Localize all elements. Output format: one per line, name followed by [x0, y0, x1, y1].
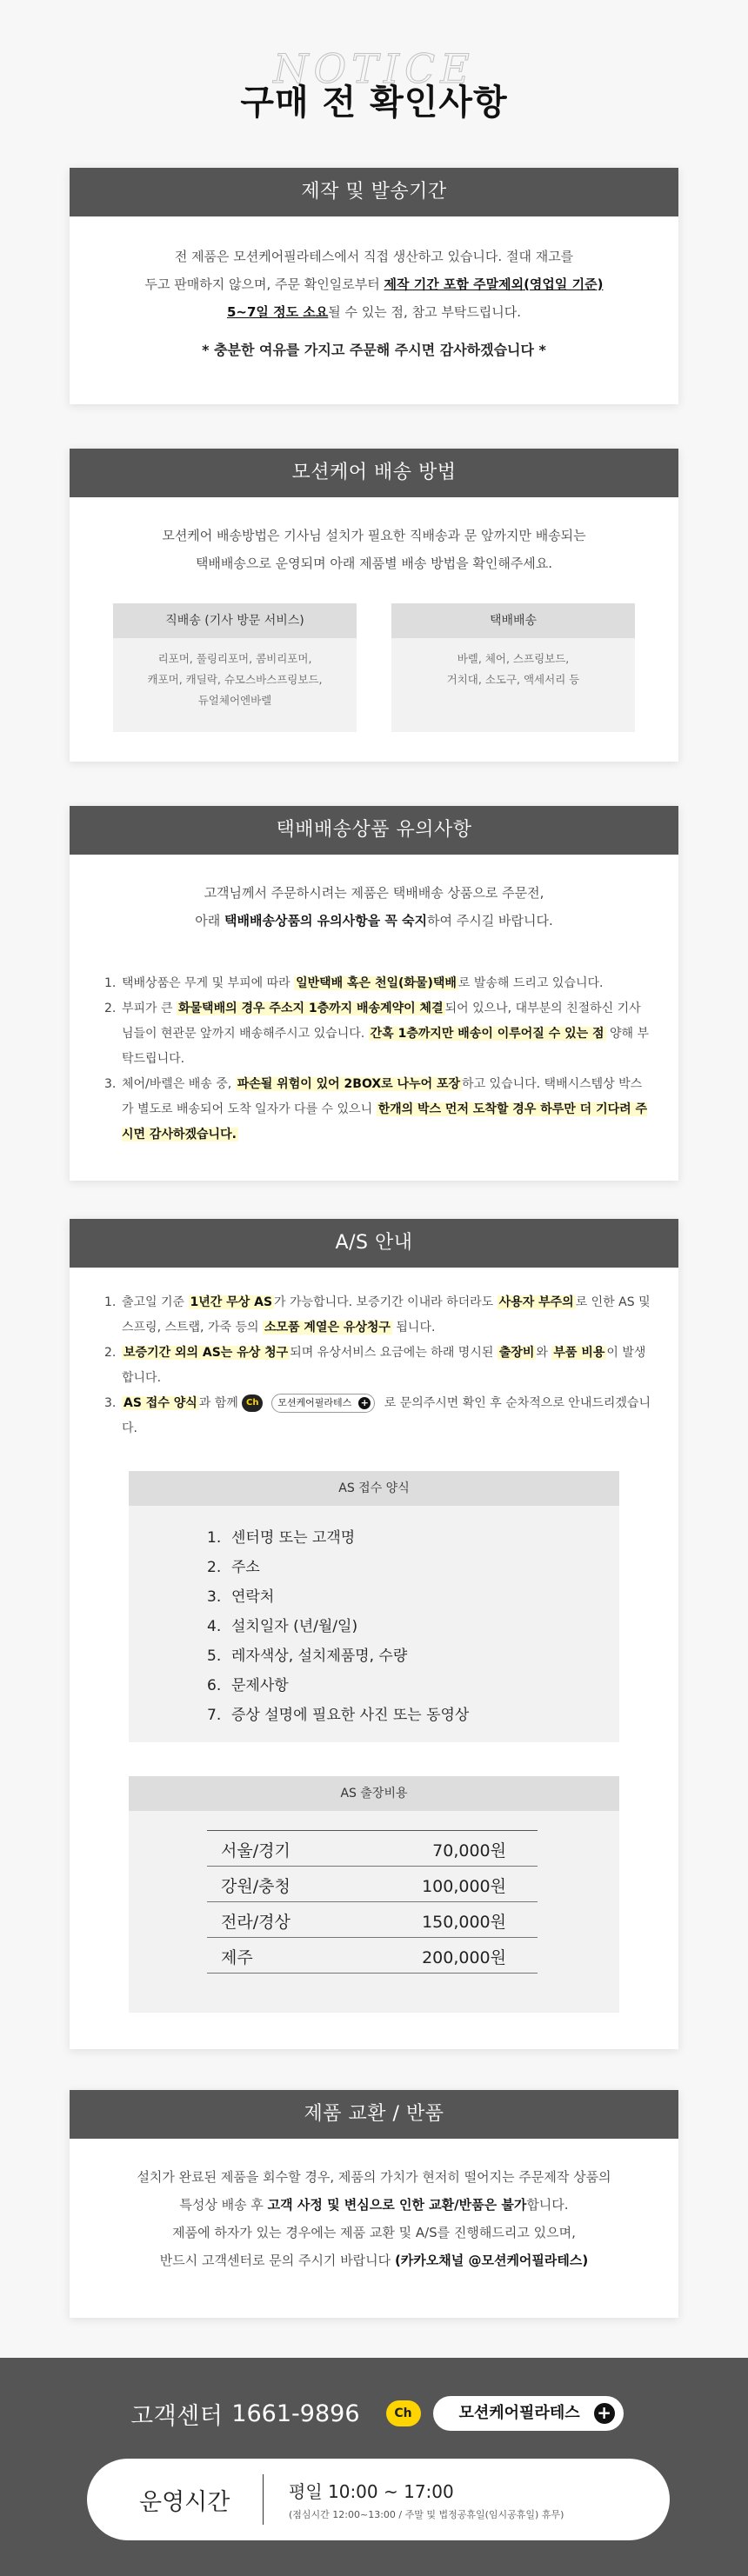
list-highlight: 화물택배의 경우 주소지 1층까지 배송계약이 체결	[178, 1002, 444, 1015]
exchange-line4-text: 반드시 고객센터로 문의 주시기 바랍니다	[159, 2253, 395, 2268]
list-text: 로 발송해 드리고 있습니다.	[457, 976, 604, 990]
kakao-channel-label: 모션케어필라테스	[458, 2404, 580, 2422]
parcel-products-line1: 바렐, 체어, 스프링보드,	[457, 652, 570, 665]
list-number: 4.	[207, 1618, 222, 1635]
operating-hours-time: 평일 10:00 ~ 17:00	[289, 2481, 454, 2502]
list-number: 5.	[207, 1647, 222, 1665]
list-highlight: 일반택배 혹은 천일(화물)택배	[296, 976, 457, 990]
shipping-method-grid	[113, 603, 635, 732]
list-highlight: 간혹 1층까지만 배송이 이루어질 수 있는 점	[370, 1027, 604, 1041]
exchange-line4	[70, 2247, 678, 2274]
kakao-channel-icon: Ch	[386, 2400, 421, 2426]
operating-hours-box	[87, 2459, 670, 2540]
direct-delivery-head: 직배송 (기사 방문 서비스)	[113, 603, 357, 638]
list-text: 이 발생합니다.	[122, 1346, 646, 1385]
list-number: 1.	[104, 976, 117, 990]
production-section	[70, 168, 678, 404]
list-highlight: 1년간 무상 AS	[190, 1295, 273, 1309]
parcel-products-line2: 거치대, 소도구, 액세서리 등	[446, 673, 580, 686]
shipping-title: 모션케어 배송 방법	[70, 449, 678, 497]
list-item	[207, 1671, 469, 1701]
list-highlight: 부품 비용	[553, 1346, 605, 1360]
table-row	[207, 1867, 538, 1902]
customer-center-line	[130, 2396, 624, 2431]
list-text: 되어 있으나, 대부분의 친절하신 기사님들이 현관문 앞까지 배송해주시고 있습니다.	[122, 1002, 641, 1041]
parcel-notice-list	[104, 971, 652, 1148]
shipping-section	[70, 449, 678, 762]
as-form-list	[207, 1523, 469, 1730]
list-number: 1.	[207, 1529, 222, 1547]
parcel-intro-line1: 고객님께서 주문하시려는 제품은 택배배송 상품으로 주문전,	[204, 885, 544, 901]
page-title: 구매 전 확인사항	[240, 83, 508, 123]
exchange-line1: 설치가 완료된 제품을 회수할 경우, 제품의 가치가 현저히 떨어지는 주문제작 상품의	[137, 2169, 611, 2185]
list-text: 로 인한 AS 및 스프링, 스트랩, 가죽 등의	[122, 1295, 651, 1335]
list-text: 됩니다.	[391, 1321, 436, 1335]
production-line3	[70, 298, 678, 326]
list-text: 주소	[231, 1559, 260, 1576]
production-days-emphasis: 5~7일 정도 소요	[226, 304, 329, 320]
list-item	[207, 1553, 469, 1582]
parcel-intro-line2	[70, 907, 678, 935]
cost-region: 제주	[221, 1948, 253, 1967]
exchange-line3: 제품에 하자가 있는 경우에는 제품 교환 및 A/S를 진행해드리고 있으며,	[172, 2225, 576, 2240]
shipping-body	[70, 497, 678, 577]
as-title: A/S 안내	[70, 1219, 678, 1268]
direct-products-line2: 캐포머, 캐딜락, 슈모스바스프링보드,	[147, 673, 323, 686]
cost-price: 70,000원	[432, 1841, 506, 1860]
direct-delivery-products	[113, 638, 357, 711]
direct-delivery-box	[113, 603, 357, 732]
notice-script-text: NOTICE	[273, 45, 475, 92]
list-text: 레자색상, 설치제품명, 수량	[231, 1647, 408, 1665]
list-item	[207, 1582, 469, 1612]
cost-region: 전라/경상	[221, 1913, 291, 1932]
operating-hours-label: 운영시간	[139, 2489, 230, 2516]
list-text: 증상 설명에 필요한 사진 또는 동영상	[231, 1707, 470, 1724]
kakao-channel-button[interactable]	[271, 1394, 375, 1413]
cost-price: 200,000원	[422, 1948, 506, 1967]
exchange-body	[70, 2139, 678, 2274]
kakao-channel-label: 모션케어필라테스	[277, 1397, 352, 1408]
list-highlight: 파손될 위험이 있어 2BOX로 나누어 포장	[237, 1077, 461, 1091]
list-text: 센터명 또는 고객명	[231, 1529, 356, 1547]
list-highlight: 사용자 부주의	[498, 1295, 574, 1309]
table-row	[207, 1938, 538, 1974]
as-cost-box	[129, 1776, 619, 2013]
list-number: 2.	[104, 1002, 117, 1015]
list-item	[207, 1641, 469, 1671]
list-text: 되며 유상서비스 요금에는 하래 명시된	[290, 1346, 498, 1360]
list-number: 6.	[207, 1677, 222, 1694]
list-number: 3.	[207, 1588, 222, 1606]
list-number: 3.	[104, 1396, 117, 1410]
kakao-channel-button[interactable]	[433, 2396, 624, 2431]
list-item	[207, 1701, 469, 1730]
list-highlight: AS 접수 양식	[124, 1396, 197, 1410]
parcel-intro-text-c: 하여 주시길 바랍니다.	[427, 913, 553, 929]
parcel-delivery-head: 택배배송	[391, 603, 635, 638]
plus-icon: +	[358, 1397, 371, 1409]
production-line2-text: 두고 판매하지 않으며, 주문 확인일로부터	[144, 276, 384, 292]
divider	[263, 2474, 264, 2525]
production-line1: 전 제품은 모션케어필라테스에서 직접 생산하고 있습니다. 절대 재고를	[174, 249, 574, 264]
list-item	[104, 1341, 652, 1391]
list-item	[104, 996, 652, 1072]
list-number: 2.	[104, 1346, 117, 1360]
production-title: 제작 및 발송기간	[70, 168, 678, 216]
list-text: 체어/바렐은 배송 중,	[122, 1077, 236, 1091]
list-text: 설치일자 (년/월/일)	[231, 1618, 358, 1635]
list-text: 택배상품은 무게 및 부피에 따라	[122, 976, 295, 990]
cost-region: 강원/충청	[221, 1877, 291, 1896]
parcel-delivery-box	[391, 603, 635, 732]
shipping-line1: 모션케어 배송방법은 기사님 설치가 필요한 직배송과 문 앞까지만 배송되는	[162, 528, 586, 543]
list-highlight: 한개의 박스 먼저 도착할 경우 하루만 더 기다려 주시면 감사하겠습니다.	[122, 1102, 648, 1142]
list-text: 부피가 큰	[122, 1002, 177, 1015]
exchange-section	[70, 2090, 678, 2318]
list-text: 출고일 기준	[122, 1295, 189, 1309]
as-form-box	[129, 1471, 619, 1742]
as-form-head: AS 접수 양식	[129, 1471, 619, 1506]
list-text: 로 문의주시면 확인 후 순차적으로 안내드리겠습니다.	[122, 1396, 651, 1435]
exchange-line2-text-a: 특성상 배송 후	[179, 2197, 268, 2213]
parcel-notice-section	[70, 806, 678, 1181]
as-section	[70, 1219, 678, 2049]
production-note: * 충분한 여유를 가지고 주문해 주시면 감사하겠습니다 *	[202, 342, 546, 358]
customer-center-footer	[0, 2358, 748, 2576]
kakao-channel-icon: Ch	[242, 1395, 263, 1412]
list-item	[207, 1612, 469, 1641]
as-list	[104, 1290, 652, 1441]
parcel-notice-title: 택배배송상품 유의사항	[70, 806, 678, 855]
parcel-notice-intro	[70, 855, 678, 935]
plus-icon: +	[594, 2403, 615, 2424]
list-text: 양해 부탁드립니다.	[122, 1027, 650, 1066]
as-cost-head: AS 출장비용	[129, 1776, 619, 1811]
list-highlight: 출장비	[498, 1346, 535, 1360]
list-item	[104, 971, 652, 996]
hero-header	[0, 0, 748, 148]
direct-products-line1: 리포머, 풀링리포머, 콤비리포머,	[157, 652, 312, 665]
parcel-intro-emphasis: 택배배송상품의 유의사항을 꼭 숙지	[224, 913, 428, 929]
direct-products-line3: 듀얼체어엔바렐	[197, 694, 272, 707]
operating-hours-note: (점심시간 12:00~13:00 / 주말 및 법정공휴일(임시공휴일) 휴무)	[289, 2509, 564, 2520]
list-item	[104, 1391, 652, 1441]
list-text: 가 가능합니다. 보증기간 이내라 하더라도	[274, 1295, 498, 1309]
as-cost-table	[207, 1830, 538, 1974]
list-number: 3.	[104, 1077, 117, 1091]
list-number: 2.	[207, 1559, 222, 1576]
production-body	[70, 216, 678, 364]
exchange-line2	[70, 2191, 678, 2219]
cost-price: 100,000원	[422, 1877, 506, 1896]
production-line3-text: 될 수 있는 점, 참고 부탁드립니다.	[328, 304, 522, 320]
production-period-emphasis: 제작 기간 포함 주말제외(영업일 기준)	[384, 276, 604, 292]
customer-center-phone[interactable]: 1661-9896	[231, 2400, 360, 2427]
list-item	[104, 1290, 652, 1341]
list-item	[207, 1523, 469, 1553]
list-item	[104, 1072, 652, 1148]
list-text: 하고 있습니다. 택배시스템상 박스가 별도로 배송되어 도착 일자가 다를 수 있으니	[122, 1077, 643, 1116]
table-row	[207, 1831, 538, 1867]
production-line2	[70, 270, 678, 298]
customer-center-label: 고객센터	[130, 2402, 224, 2430]
parcel-intro-text-a: 아래	[195, 913, 224, 929]
exchange-line2-text-c: 합니다.	[526, 2197, 569, 2213]
shipping-line2: 택배배송으로 운영되며 아래 제품별 배송 방법을 확인해주세요.	[195, 556, 553, 571]
cost-price: 150,000원	[422, 1913, 506, 1932]
table-row	[207, 1902, 538, 1938]
list-number: 1.	[104, 1295, 117, 1309]
list-highlight: 소모품 계열은 유상청구	[264, 1321, 391, 1335]
list-text: 문제사항	[231, 1677, 289, 1694]
parcel-delivery-products	[391, 638, 635, 690]
list-text: 연락처	[231, 1588, 275, 1606]
list-number: 7.	[207, 1707, 222, 1724]
list-text: 과 함께	[198, 1396, 238, 1410]
cost-region: 서울/경기	[221, 1841, 291, 1860]
exchange-kakao-channel: (카카오채널 @모션케어필라테스)	[394, 2253, 589, 2268]
exchange-emphasis: 고객 사정 및 변심으로 인한 교환/반품은 불가	[267, 2197, 527, 2213]
list-highlight: 보증기간 외의 AS는 유상 청구	[124, 1346, 289, 1360]
exchange-title: 제품 교환 / 반품	[70, 2090, 678, 2139]
list-text: 와	[536, 1346, 552, 1360]
